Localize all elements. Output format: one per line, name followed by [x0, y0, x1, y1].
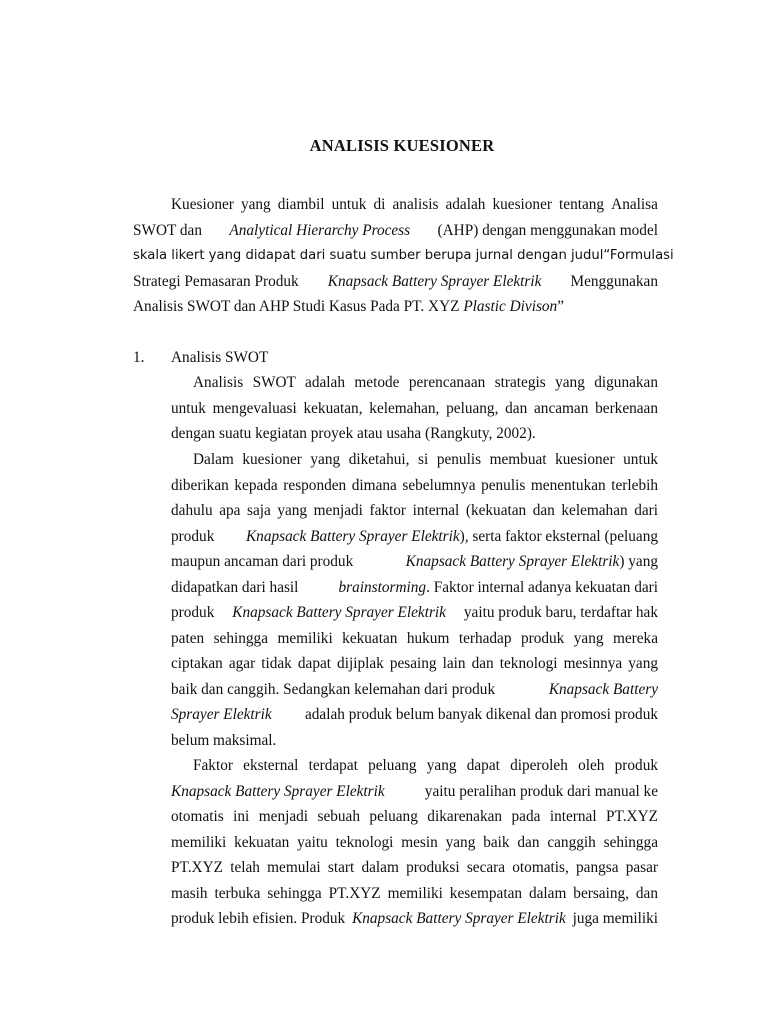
p2-line-3: dahulu apa saja yang menjadi faktor internal (kekuatan dan kelemahan dari	[171, 502, 658, 519]
p2-line-7: produk Knapsack Battery Sprayer Elektrik yaitu produk baru, terdaftar hak	[171, 604, 658, 621]
p1-line-2: untuk mengevaluasi kekuatan, kelemahan, peluang, dan ancaman berkenaan	[171, 400, 658, 417]
section-number: 1.	[133, 349, 145, 366]
page-title: ANALISIS KUESIONER	[309, 136, 495, 155]
p2-line-6: didapatkan dari hasil brainstorming. Faktor internal adanya kekuatan dari	[171, 579, 658, 596]
p1-line-1: Analisis SWOT adalah metode perencanaan strategis yang digunakan	[193, 374, 658, 391]
p2-line-11: Sprayer Elektrik adalah produk belum banyak dikenal dan promosi produk	[171, 706, 658, 723]
p3-line-6: masih terbuka sehingga PT.XYZ memiliki kesempatan dalam bersaing, dan	[171, 885, 658, 902]
p2-line-12: belum maksimal.	[171, 732, 277, 749]
p2-line-9: ciptakan agar tidak dapat dijiplak pesaing lain dan teknologi mesinnya yang	[171, 655, 658, 672]
p3-line-4: memiliki kekuatan yaitu teknologi mesin yang baik dan canggih sehingga	[171, 834, 658, 851]
intro-line-1: Kuesioner yang diambil untuk di analisis adalah kuesioner tentang Analisa	[171, 196, 658, 213]
p3-line-5: PT.XYZ telah memulai start dalam produksi secara otomatis, pangsa pasar	[171, 859, 658, 876]
p1-line-3: dengan suatu kegiatan proyek atau usaha (Rangkuty, 2002).	[171, 425, 536, 442]
p2-line-4: produk Knapsack Battery Sprayer Elektrik), serta faktor eksternal (peluang	[171, 528, 658, 545]
p2-line-10: baik dan canggih. Sedangkan kelemahan dari produk Knapsack Battery	[171, 681, 658, 698]
p3-line-2: Knapsack Battery Sprayer Elektrik yaitu peralihan produk dari manual ke	[171, 783, 658, 800]
p3-line-1: Faktor eksternal terdapat peluang yang dapat diperoleh oleh produk	[193, 757, 658, 774]
section-heading: Analisis SWOT	[171, 349, 269, 366]
intro-line-5: Analisis SWOT dan AHP Studi Kasus Pada PT. XYZ Plastic Divison”	[133, 298, 565, 315]
p2-line-2: diberikan kepada responden dimana sebelumnya penulis menentukan terlebih	[171, 477, 658, 494]
intro-line-4: Strategi Pemasaran Produk Knapsack Battery Sprayer Elektrik Menggunakan	[133, 273, 658, 290]
p3-line-7: produk lebih efisien. Produk Knapsack Battery Sprayer Elektrik juga memiliki	[171, 910, 658, 927]
p3-line-3: otomatis ini menjadi sebuah peluang dikarenakan pada internal PT.XYZ	[171, 808, 658, 825]
intro-line-3: skala likert yang didapat dari suatu sumber berupa jurnal dengan judul “Formulasi	[133, 248, 674, 263]
intro-line-2: SWOT dan Analytical Hierarchy Process (AHP) dengan menggunakan model	[133, 222, 658, 239]
p2-line-8: paten sehingga memiliki kekuatan hukum terhadap produk yang mereka	[171, 630, 658, 647]
p2-line-1: Dalam kuesioner yang diketahui, si penulis membuat kuesioner untuk	[193, 451, 658, 468]
p2-line-5: maupun ancaman dari produk Knapsack Battery Sprayer Elektrik) yang	[171, 553, 658, 570]
